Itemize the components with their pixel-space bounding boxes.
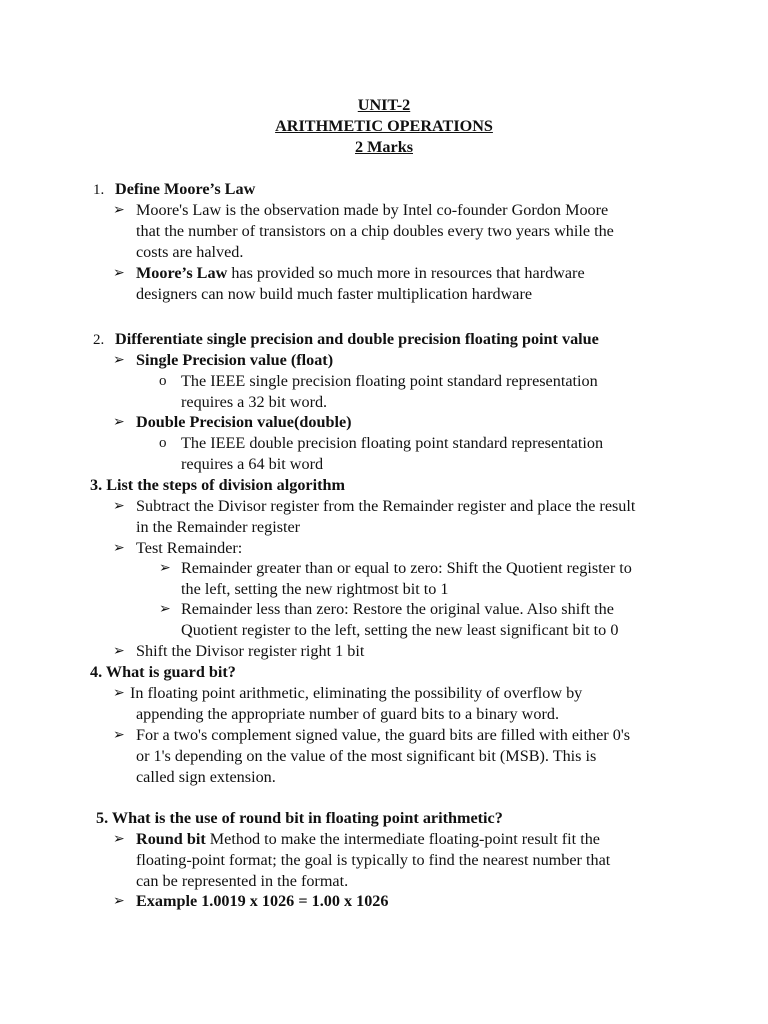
question-4-title: 4. What is guard bit? <box>90 663 236 681</box>
single-precision-line2: requires a 32 bit word. <box>181 393 328 411</box>
arrow-bullet-icon: ➢ <box>159 602 171 617</box>
q1-bullet2-line1 <box>136 263 585 284</box>
q1-bullet2-line2: designers can now build much faster multiplication hardware <box>136 285 533 303</box>
question-1-number: 1. <box>93 182 105 198</box>
arrow-bullet-icon: ➢ <box>113 832 125 847</box>
arrow-bullet-icon: ➢ <box>113 644 125 659</box>
single-precision-line1: The IEEE single precision floating point standard representation <box>181 372 598 390</box>
q1-bullet1-line3: costs are halved. <box>136 243 244 261</box>
single-precision-label: Single Precision value (float) <box>136 351 334 369</box>
q5-bullet1-line2: floating-point format; the goal is typically to find the nearest number that <box>136 851 611 869</box>
q4-bullet1-line1: In floating point arithmetic, eliminating the possibility of overflow by <box>130 684 583 702</box>
double-precision-label: Double Precision value(double) <box>136 413 352 431</box>
question-2 <box>93 329 599 351</box>
marks-title: 2 Marks <box>355 138 413 156</box>
arrow-bullet-icon: ➢ <box>113 894 125 909</box>
question-5-title: 5. What is the use of round bit in floating point arithmetic? <box>96 809 503 827</box>
arrow-bullet-icon: ➢ <box>113 686 125 701</box>
q5-bullet1-bold: Round bit <box>136 830 206 848</box>
question-1 <box>93 179 255 201</box>
double-precision-line2: requires a 64 bit word <box>181 455 324 473</box>
q5-bullet1-line1 <box>136 829 600 850</box>
q5-bullet1-rest: Method to make the intermediate floating-point result fit the <box>205 830 600 848</box>
q3-step1-line1: Subtract the Divisor register from the Remainder register and place the result <box>136 497 636 515</box>
arrow-bullet-icon: ➢ <box>113 499 125 514</box>
arrow-bullet-icon: ➢ <box>113 353 125 368</box>
question-2-number: 2. <box>93 332 105 348</box>
arrow-bullet-icon: ➢ <box>113 266 125 281</box>
circle-bullet-icon: o <box>159 373 167 389</box>
q5-bullet1-line3: can be represented in the format. <box>136 872 349 890</box>
q4-bullet2-line2: or 1's depending on the value of the most significant bit (MSB). This is <box>136 747 597 765</box>
question-2-title: Differentiate single precision and double precision floating point value <box>115 330 599 348</box>
q3-step1-line2: in the Remainder register <box>136 518 301 536</box>
arrow-bullet-icon: ➢ <box>113 728 125 743</box>
q1-bullet1-line2: that the number of transistors on a chip doubles every two years while the <box>136 222 614 240</box>
q1-bullet1-line1: Moore's Law is the observation made by Intel co-founder Gordon Moore <box>136 201 609 219</box>
unit-title: UNIT-2 <box>357 96 411 114</box>
q3-step2b-line2: Quotient register to the left, setting the new least significant bit to 0 <box>181 621 619 639</box>
arrow-bullet-icon: ➢ <box>113 203 125 218</box>
arrow-bullet-icon: ➢ <box>159 561 171 576</box>
q3-step2a-line2: the left, setting the new rightmost bit to 1 <box>181 580 449 598</box>
circle-bullet-icon: o <box>159 435 167 451</box>
double-precision-line1: The IEEE double precision floating point standard representation <box>181 434 604 452</box>
question-1-title: Define Moore’s Law <box>115 180 256 198</box>
arrow-bullet-icon: ➢ <box>113 541 125 556</box>
q5-example: Example 1.0019 x 1026 = 1.00 x 1026 <box>136 892 389 910</box>
q3-step2: Test Remainder: <box>136 539 243 557</box>
q3-step2b-line1: Remainder less than zero: Restore the original value. Also shift the <box>181 600 614 618</box>
arrow-bullet-icon: ➢ <box>113 415 125 430</box>
q3-step3: Shift the Divisor register right 1 bit <box>136 642 365 660</box>
q4-bullet2-line3: called sign extension. <box>136 768 276 786</box>
question-3-title: 3. List the steps of division algorithm <box>90 476 345 494</box>
q3-step2a-line1: Remainder greater than or equal to zero: Shift the Quotient register to <box>181 559 632 577</box>
q1-bullet2-rest: has provided so much more in resources that hardware <box>227 264 585 282</box>
q4-bullet1-line2: appending the appropriate number of guard bits to a binary word. <box>136 705 560 723</box>
q1-bullet2-bold: Moore’s Law <box>136 264 228 282</box>
subject-title: ARITHMETIC OPERATIONS <box>275 117 493 135</box>
q4-bullet2-line1: For a two's complement signed value, the guard bits are filled with either 0's <box>136 726 631 744</box>
